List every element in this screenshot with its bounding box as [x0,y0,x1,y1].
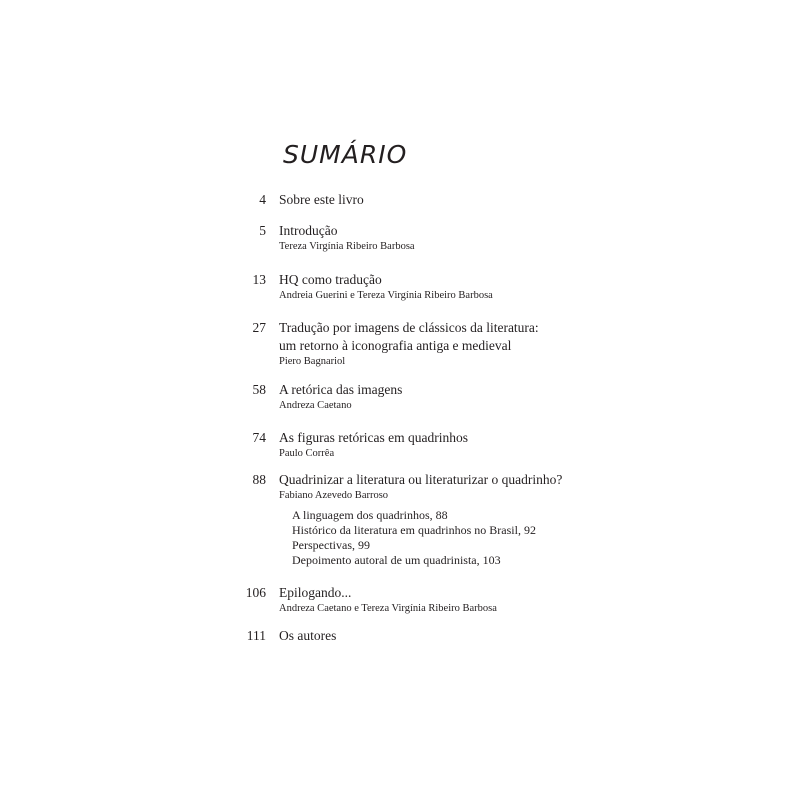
toc-entry-author: Andreza Caetano e Tereza Virgínia Ribeiro Barbosa [279,603,497,614]
toc-page-number: 111 [246,628,266,643]
toc-entry-title: HQ como tradução [279,272,382,287]
toc-entry-title: Sobre este livro [279,192,364,207]
toc-subsection: Histórico da literatura em quadrinhos no Brasil, 92 [292,523,536,537]
toc-entry-title: Introdução [279,223,338,238]
toc-entry-author: Andreza Caetano [279,400,352,411]
toc-entry-author: Andreia Guerini e Tereza Virgínia Ribeiro Barbosa [279,290,493,301]
toc-page-number: 74 [252,430,266,445]
toc-subsection: A linguagem dos quadrinhos, 88 [292,508,448,522]
toc-page-number: 27 [252,320,266,335]
toc-page-number: 58 [252,382,266,397]
toc-entry-title: As figuras retóricas em quadrinhos [279,430,468,445]
toc-page-number: 106 [245,585,266,600]
page-title: SUMÁRIO [283,140,408,169]
toc-page-number: 4 [259,192,266,207]
toc-subsection: Depoimento autoral de um quadrinista, 103 [292,553,501,567]
toc-page-number: 5 [259,223,266,238]
toc-entry-title-continued: um retorno à iconografia antiga e medieval [279,338,512,353]
toc-subsection-list [292,508,612,568]
toc-entry-author: Paulo Corrêa [279,448,335,459]
toc-entry-author: Piero Bagnariol [279,356,346,367]
toc-entry-title: Quadrinizar a literatura ou literaturizar o quadrinho? [279,472,563,487]
toc-entry-author: Fabiano Azevedo Barroso [279,490,389,501]
toc-entry-title: Epilogando... [279,585,352,600]
toc-subsection: Perspectivas, 99 [292,538,370,552]
toc-entry-title: Tradução por imagens de clássicos da literatura: [279,320,539,335]
toc-entry-title: Os autores [279,628,337,643]
toc-entry-author: Tereza Virgínia Ribeiro Barbosa [279,241,415,252]
toc-page-number: 13 [252,272,266,287]
toc-page-number: 88 [252,472,266,487]
toc-entry-title: A retórica das imagens [279,382,403,397]
